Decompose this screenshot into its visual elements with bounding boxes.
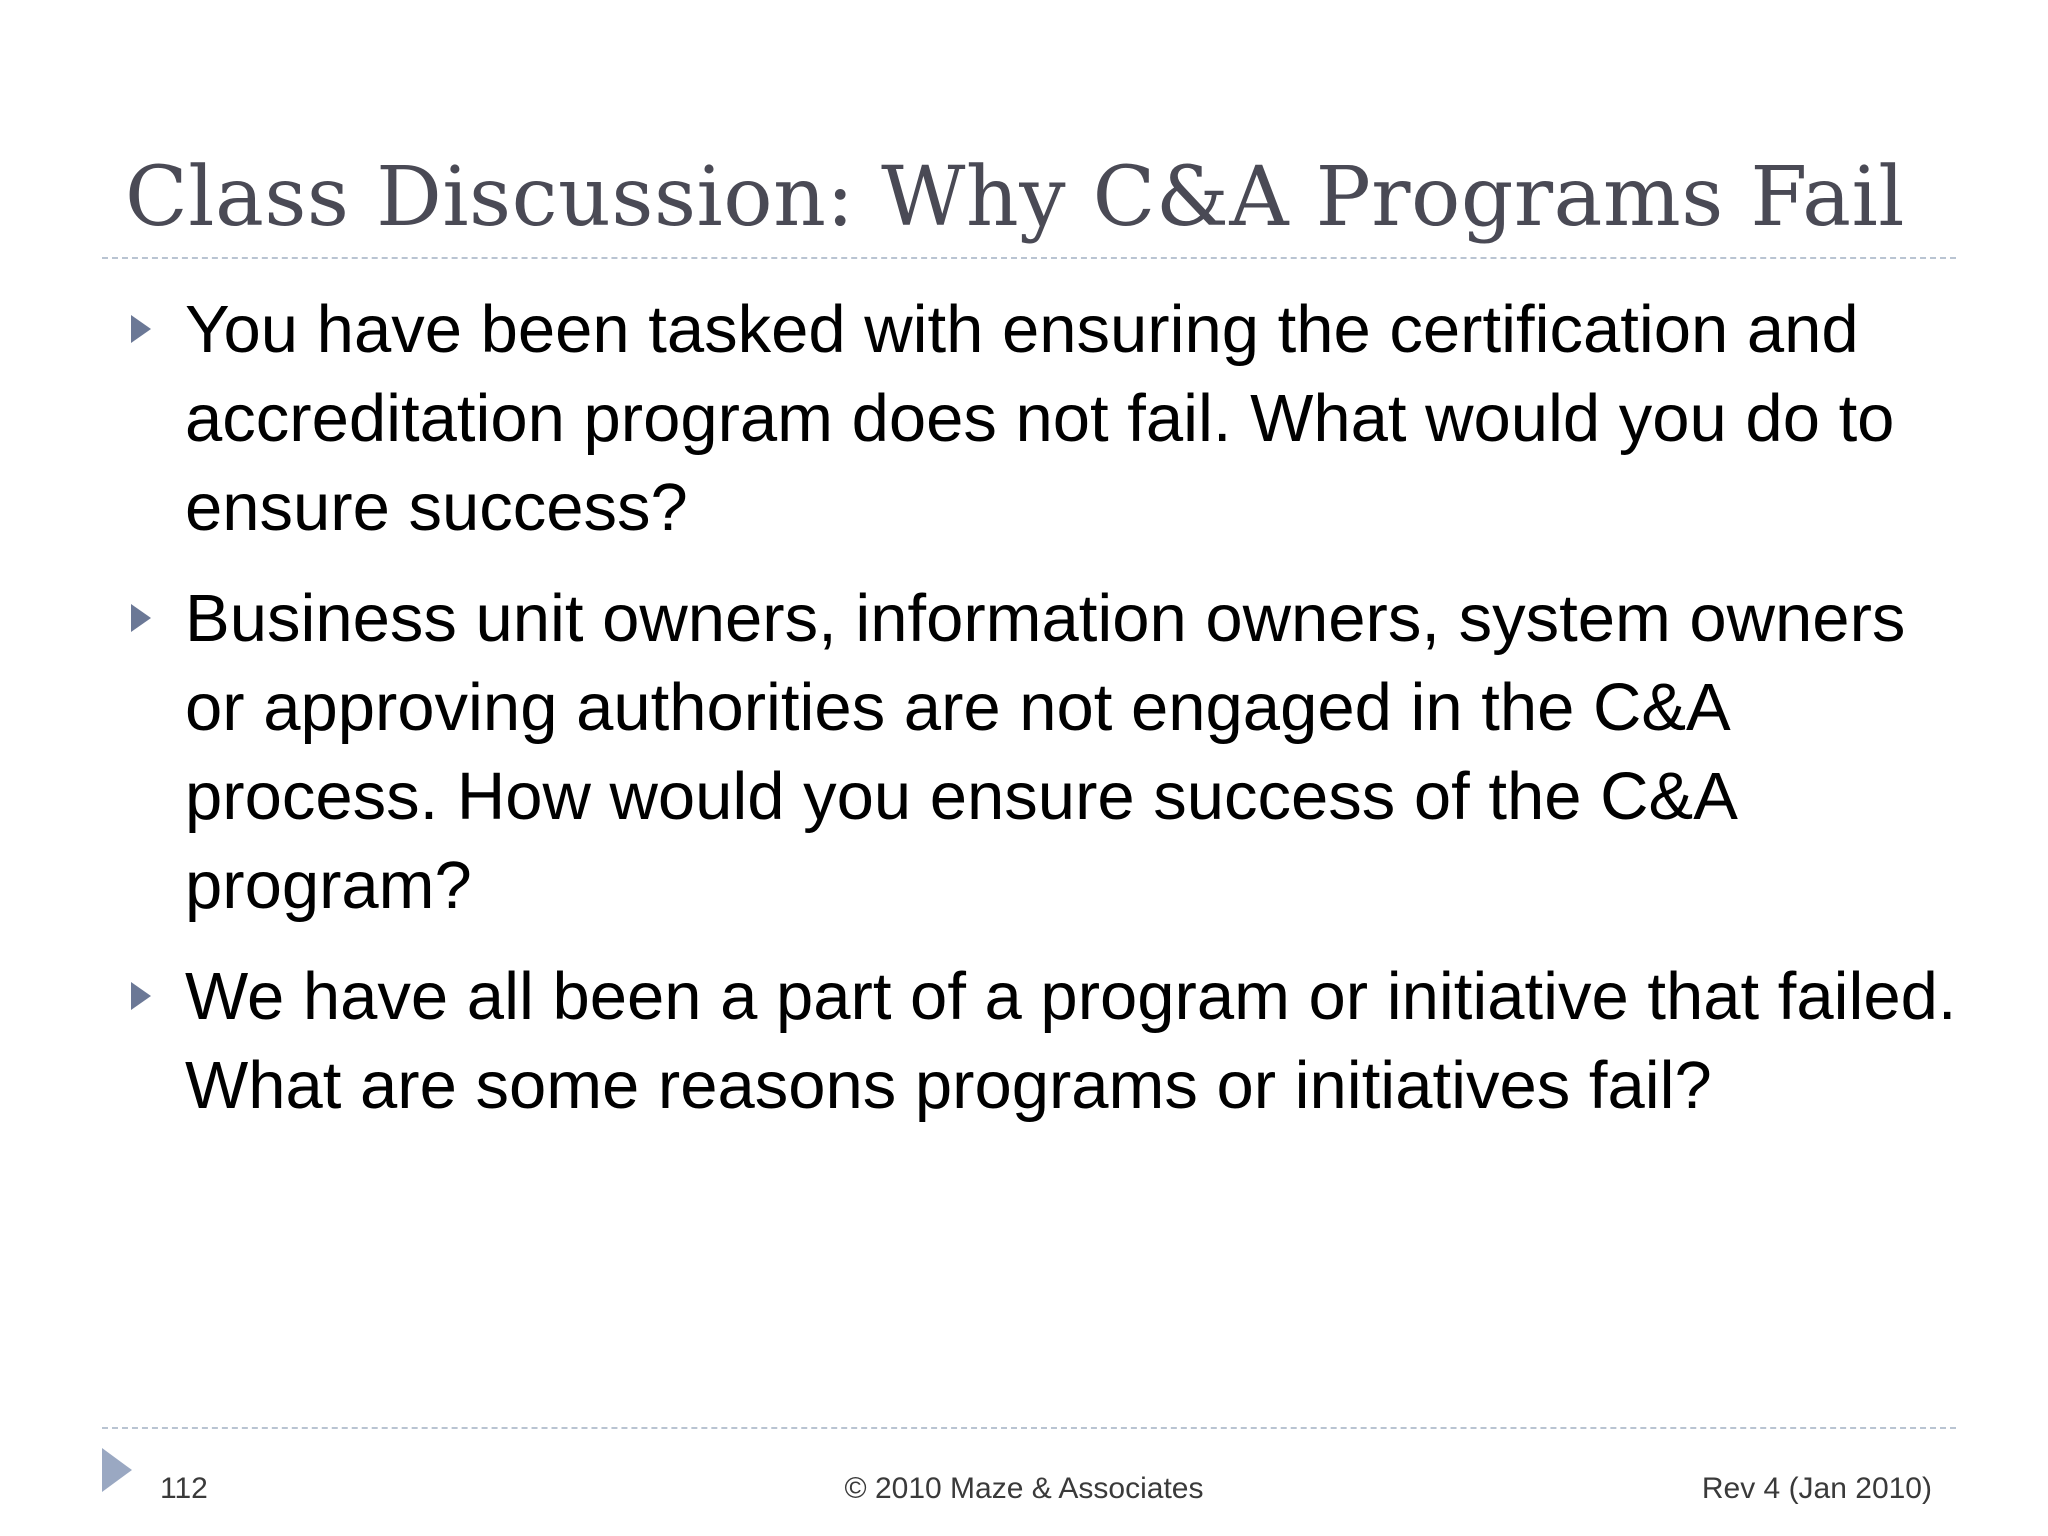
- copyright-notice: © 2010 Maze & Associates: [844, 1472, 1204, 1505]
- bullet-item: [125, 952, 1965, 1130]
- bullet-arrow-icon: [131, 982, 151, 1010]
- page-number: 112: [160, 1472, 208, 1505]
- bullet-text: You have been tasked with ensuring the certification and accreditation program does not fail. What would you do to ensure success?: [185, 292, 1895, 545]
- bullet-item: [125, 574, 1965, 930]
- bullet-arrow-icon: [131, 315, 151, 343]
- title-divider: [102, 257, 1956, 259]
- revision-label: Rev 4 (Jan 2010): [1701, 1472, 1932, 1505]
- bullet-text: Business unit owners, information owners, system owners or approving authorities are not engaged in the C&A process. How would you ensure success of the C&A program?: [185, 581, 1906, 923]
- bullet-item: [125, 285, 1965, 552]
- bullet-list: [125, 285, 1965, 1152]
- footer-divider: [102, 1427, 1956, 1429]
- bullet-arrow-icon: [131, 604, 151, 632]
- slide-title: Class Discussion: Why C&A Programs Fail: [125, 150, 1906, 245]
- bullet-text: We have all been a part of a program or initiative that failed. What are some reasons programs or initiatives fail?: [185, 959, 1957, 1123]
